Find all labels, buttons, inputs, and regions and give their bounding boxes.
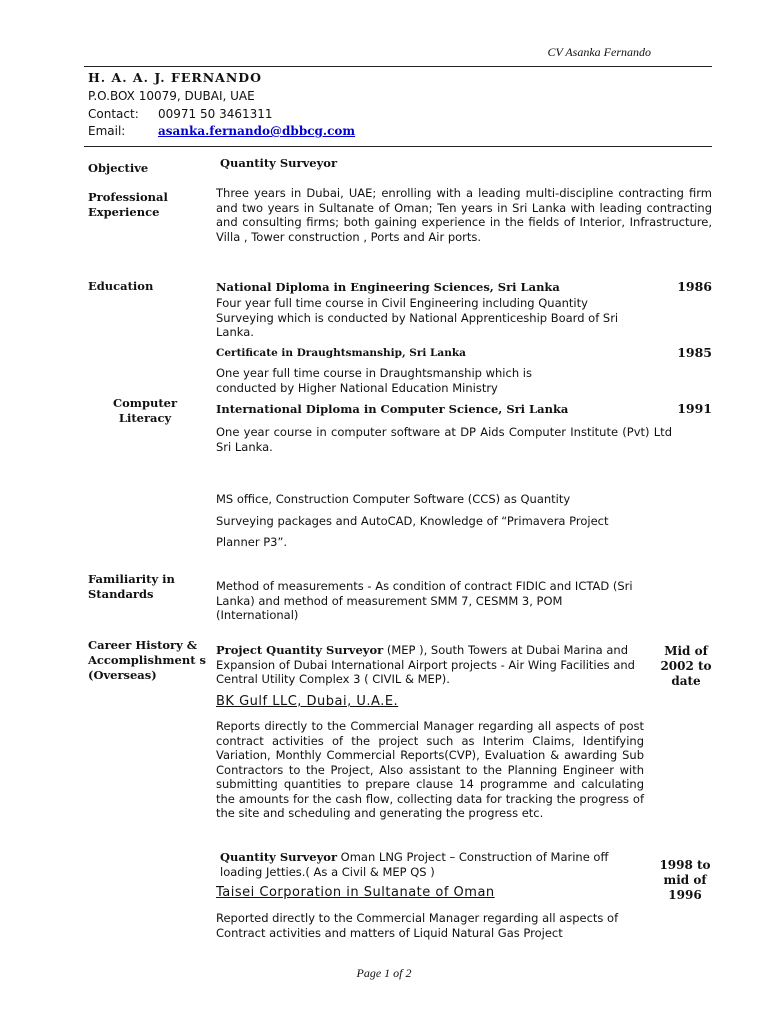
edu-2-year: 1985 (677, 345, 712, 360)
job-1-role: Project Quantity Surveyor (216, 643, 384, 657)
job-1-desc: Reports directly to the Commercial Manager regarding all aspects of post contract activities of the project such as Interim Claims, Identifying Variation, Monthly Commercial Reports(CVP), Evaluation & awarding Sub Contractors to the Project, Also assistant to the Planning Engineer with submitting quantities to prepare clause 14 programme and calculating the amounts for the cash flow, collecting data for tracking the progress of the site and scheduling and generating the progress etc. (216, 719, 644, 820)
job-1-period: Mid of 2002 to date (660, 644, 712, 688)
experience-label: Professional Experience (88, 190, 168, 219)
job-2-summary: Oman LNG Project – Construction of Marine off loading Jetties.( As a Civil & MEP QS ) (220, 850, 609, 879)
computer-line-3: Planner P3”. (216, 535, 288, 549)
edu-3-year: 1991 (677, 401, 712, 416)
candidate-name: H. A. A. J. FERNANDO (88, 70, 263, 85)
edu-1-year: 1986 (677, 279, 712, 294)
edu-1-desc: Four year full time course in Civil Engineering including Quantity Surveying which is conducted by National Apprenticeship Board of Sri Lanka. (216, 296, 619, 339)
contact-phone: 00971 50 3461311 (158, 107, 273, 121)
contact-rule (84, 146, 712, 147)
edu-3-desc: One year course in computer software at DP Aids Computer Institute (Pvt) Ltd Sri Lanka. (216, 425, 672, 454)
job-1-heading (216, 643, 640, 687)
career-label: Career History & Accomplishment s (Overseas) (88, 638, 207, 682)
computer-label: Computer Literacy (112, 396, 178, 425)
job-1-summary: (MEP ), South Towers at Dubai Marina and Expansion of Dubai International Airport projects - Air Wing Facilities and Central Utility Complex 3 ( CIVIL & MEP). (216, 643, 635, 686)
objective-label: Objective (88, 161, 149, 175)
job-2-company: Taisei Corporation in Sultanate of Oman (216, 885, 495, 900)
header-rule (84, 66, 712, 67)
job-2-heading (220, 850, 648, 879)
standards-text: Method of measurements - As condition of contract FIDIC and ICTAD (Sri Lanka) and method of measurement SMM 7, CESMM 3, POM (International) (216, 579, 633, 622)
computer-line-1: MS office, Construction Computer Software (CCS) as Quantity (216, 492, 571, 506)
email-label: Email: (88, 124, 126, 138)
job-2-period: 1998 to mid of 1996 (659, 858, 711, 902)
objective-text: Quantity Surveyor (220, 156, 338, 170)
running-header: CV Asanka Fernando (547, 45, 651, 59)
computer-line-2: Surveying packages and AutoCAD, Knowledge of “Primavera Project (216, 514, 609, 528)
job-1-company: BK Gulf LLC, Dubai, U.A.E. (216, 694, 399, 709)
experience-text: Three years in Dubai, UAE; enrolling with a leading multi-discipline contracting firm and two years in Sultanate of Oman; Ten years in Sri Lanka with leading contracting and consulting firms; both gaining experience in the fields of Interior, Infrastructure, Villa , Tower construction , Ports and Air ports. (216, 186, 712, 244)
edu-2-desc: One year full time course in Draughtsmanship which is conducted by Higher National Education Ministry (216, 366, 532, 395)
job-2-desc: Reported directly to the Commercial Manager regarding all aspects of Contract activities and matters of Liquid Natural Gas Project (216, 911, 619, 940)
address: P.O.BOX 10079, DUBAI, UAE (88, 89, 255, 103)
contact-label: Contact: (88, 107, 139, 121)
job-2-role: Quantity Surveyor (220, 850, 338, 864)
email-link[interactable]: asanka.fernando@dbbcg.com (158, 124, 356, 138)
edu-3-title: International Diploma in Computer Science, Sri Lanka (216, 402, 569, 416)
education-label: Education (88, 279, 154, 293)
edu-1-title: National Diploma in Engineering Sciences, Sri Lanka (216, 280, 560, 294)
page-number: Page 1 of 2 (356, 966, 412, 980)
edu-2-title: Certificate in Draughtsmanship, Sri Lanka (216, 347, 466, 359)
standards-label: Familiarity in Standards (88, 572, 175, 601)
